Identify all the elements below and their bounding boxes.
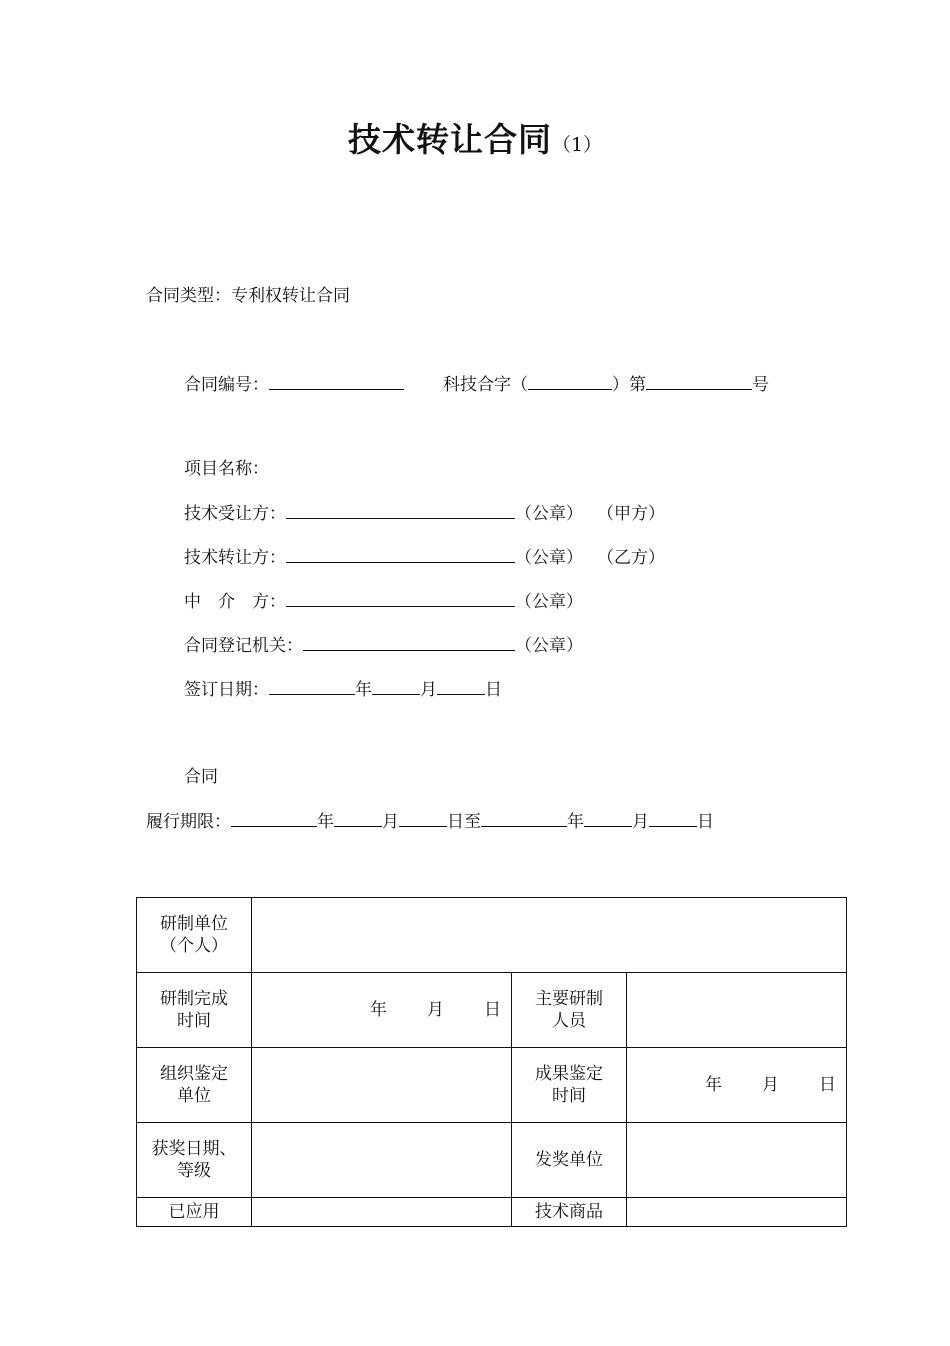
table-row [137,1198,847,1227]
performance-label: 履行期限： [146,812,231,832]
registry-blank[interactable] [303,634,515,651]
award-date-level-label: 获奖日期、等级 [137,1123,252,1198]
registry-seal: （公章） [515,636,583,656]
start-day-blank[interactable] [399,810,447,827]
sign-month-blank[interactable] [372,678,420,695]
table-row [137,1123,847,1198]
title-main: 技术转让合同 [347,120,552,159]
award-date-level-value[interactable] [252,1123,512,1198]
sign-day-blank[interactable] [437,678,485,695]
transferor-line [184,546,665,569]
appraisal-time-label: 成果鉴定时间 [512,1048,627,1123]
start-year-blank[interactable] [231,810,317,827]
end-day-blank[interactable] [649,810,697,827]
start-month-blank[interactable] [334,810,382,827]
registry-line [184,634,583,657]
end-year-unit: 年 [567,812,584,832]
developer-label: 研制单位（个人） [137,898,252,973]
document-title [0,118,950,168]
end-year-blank[interactable] [481,810,567,827]
sign-year-blank[interactable] [269,678,355,695]
sign-month-unit: 月 [420,680,437,700]
start-month-unit: 月 [382,812,399,832]
contract-number-blank[interactable] [269,373,404,390]
tech-code-end: 号 [752,375,769,395]
award-org-value[interactable] [627,1123,847,1198]
completion-time-value[interactable]: 年 月 日 [252,973,512,1048]
table-row [137,973,847,1048]
applied-value[interactable] [252,1198,512,1227]
contract-type: 合同类型：专利权转让合同 [146,286,350,306]
performance-heading: 合同 [184,767,218,787]
transferee-line [184,502,665,525]
table-row [137,1048,847,1123]
developer-value[interactable] [252,898,847,973]
sign-year-unit: 年 [355,680,372,700]
appraisal-time-value[interactable]: 年 月 日 [627,1048,847,1123]
transferor-blank[interactable] [286,546,515,563]
party-a-label: （甲方） [597,504,665,524]
registry-label: 合同登记机关： [184,636,303,656]
tech-code-label: 科技合字（ [443,375,528,395]
transferor-seal: （公章） [515,548,583,568]
end-day-unit: 日 [697,812,714,832]
main-developers-label: 主要研制人员 [512,973,627,1048]
sign-date-label: 签订日期： [184,680,269,700]
start-day-to: 日至 [447,812,481,832]
table-row [137,898,847,973]
tech-code-number-blank[interactable] [646,373,752,390]
intermediary-label: 中 介 方： [184,592,286,612]
performance-period-line [146,810,714,833]
transferee-blank[interactable] [286,502,515,519]
intermediary-line [184,590,583,613]
applied-label: 已应用 [137,1198,252,1227]
party-b-label: （乙方） [597,548,665,568]
sign-day-unit: 日 [485,680,502,700]
completion-time-label: 研制完成时间 [137,973,252,1048]
project-name-label: 项目名称： [184,459,269,479]
end-month-unit: 月 [632,812,649,832]
project-info-table [136,897,847,1227]
appraisal-org-value[interactable] [252,1048,512,1123]
main-developers-value[interactable] [627,973,847,1048]
contract-number-label: 合同编号： [184,375,269,395]
intermediary-blank[interactable] [286,590,515,607]
tech-goods-value[interactable] [627,1198,847,1227]
award-org-label: 发奖单位 [512,1123,627,1198]
title-sub: （1） [551,134,603,156]
contract-number-line [184,373,769,396]
transferee-label: 技术受让方： [184,504,286,524]
tech-goods-label: 技术商品 [512,1198,627,1227]
tech-code-blank[interactable] [528,373,612,390]
intermediary-seal: （公章） [515,592,583,612]
start-year-unit: 年 [317,812,334,832]
tech-code-mid: ）第 [612,375,646,395]
appraisal-org-label: 组织鉴定单位 [137,1048,252,1123]
transferor-label: 技术转让方： [184,548,286,568]
sign-date-line [184,678,502,701]
end-month-blank[interactable] [584,810,632,827]
transferee-seal: （公章） [515,504,583,524]
